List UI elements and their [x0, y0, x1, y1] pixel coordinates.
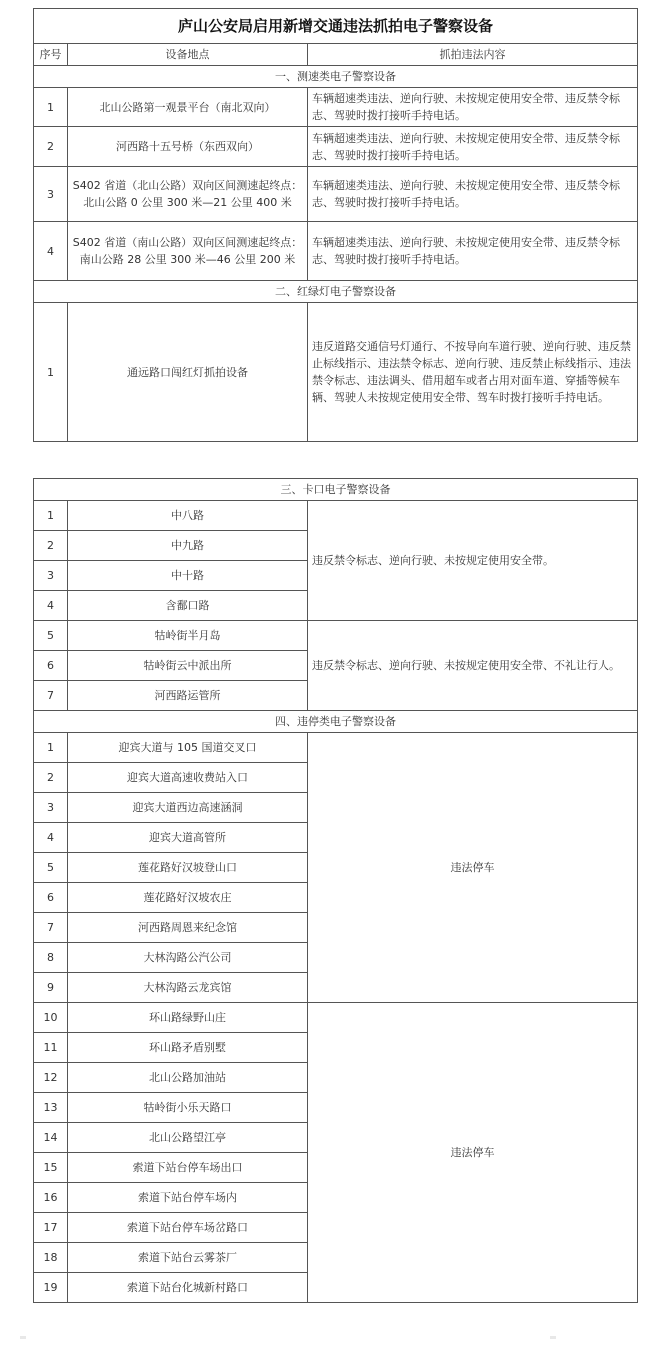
row-num: 18: [34, 1243, 68, 1273]
row-num: 14: [34, 1123, 68, 1153]
table-row: [34, 733, 638, 763]
row-location: 索道下站台停车场出口: [68, 1153, 308, 1183]
table-row: [34, 222, 638, 281]
row-location: 北山公路加油站: [68, 1063, 308, 1093]
row-num: 2: [34, 763, 68, 793]
row-location: 河西路运管所: [68, 681, 308, 711]
lower-table: [33, 478, 638, 1303]
checkpoint-content-b: 违反禁令标志、逆向行驶、未按规定使用安全带、不礼让行人。: [308, 621, 638, 711]
row-location: 河西路周恩来纪念馆: [68, 913, 308, 943]
table-row: [34, 127, 638, 167]
row-num: 13: [34, 1093, 68, 1123]
row-location: 河西路十五号桥（东西双向）: [68, 127, 308, 167]
row-location: 牯岭街小乐天路口: [68, 1093, 308, 1123]
row-num: 17: [34, 1213, 68, 1243]
row-num: 2: [34, 127, 68, 167]
row-num: 3: [34, 561, 68, 591]
row-num: 1: [34, 501, 68, 531]
section-title-light: 二、红绿灯电子警察设备: [34, 281, 638, 303]
row-num: 4: [34, 222, 68, 281]
row-num: 15: [34, 1153, 68, 1183]
row-num: 4: [34, 591, 68, 621]
section-title-speed: 一、测速类电子警察设备: [34, 66, 638, 88]
section-title-checkpoint: 三、卡口电子警察设备: [34, 479, 638, 501]
row-location: 北山公路第一观景平台（南北双向）: [68, 88, 308, 127]
row-location: 迎宾大道高管所: [68, 823, 308, 853]
row-location: 索道下站台停车场岔路口: [68, 1213, 308, 1243]
row-content: 车辆超速类违法、逆向行驶、未按规定使用安全带、违反禁令标志、驾驶时拨打接听手持电话。: [308, 222, 638, 281]
row-num: 10: [34, 1003, 68, 1033]
row-num: 12: [34, 1063, 68, 1093]
row-content: 车辆超速类违法、逆向行驶、未按规定使用安全带、违反禁令标志、驾驶时拨打接听手持电话。: [308, 88, 638, 127]
row-location: 迎宾大道高速收费站入口: [68, 763, 308, 793]
page-title: 庐山公安局启用新增交通违法抓拍电子警察设备: [34, 9, 638, 44]
row-location: 大林沟路公汽公司: [68, 943, 308, 973]
row-location: 中八路: [68, 501, 308, 531]
table-row: [34, 621, 638, 651]
row-location: 牯岭街云中派出所: [68, 651, 308, 681]
parking-content-b: 违法停车: [308, 1003, 638, 1303]
row-num: 7: [34, 913, 68, 943]
table-row: [34, 167, 638, 222]
row-location: 莲花路好汉坡登山口: [68, 853, 308, 883]
row-location: 索道下站台云雾茶厂: [68, 1243, 308, 1273]
parking-content-a: 违法停车: [308, 733, 638, 1003]
row-num: 19: [34, 1273, 68, 1303]
row-location: 环山路绿野山庄: [68, 1003, 308, 1033]
row-location: 迎宾大道与 105 国道交叉口: [68, 733, 308, 763]
row-num: 7: [34, 681, 68, 711]
row-num: 16: [34, 1183, 68, 1213]
scan-mark: [20, 1336, 26, 1339]
checkpoint-content-a: 违反禁令标志、逆向行驶、未按规定使用安全带。: [308, 501, 638, 621]
row-num: 6: [34, 651, 68, 681]
row-location: 中九路: [68, 531, 308, 561]
row-num: 4: [34, 823, 68, 853]
row-location: 牯岭街半月岛: [68, 621, 308, 651]
row-content: 违反道路交通信号灯通行、不按导向车道行驶、逆向行驶、违反禁止标线指示、违法禁令标志、逆向行驶、违反禁止标线指示、违法禁令标志、违法调头、借用超车或者占用对面车道、穿插等候车辆、驾驶人未按规定使用安全带、驾车时拨打接听手持电话。: [308, 303, 638, 442]
row-num: 3: [34, 793, 68, 823]
row-num: 3: [34, 167, 68, 222]
row-num: 1: [34, 303, 68, 442]
row-location: 索道下站台化城新村路口: [68, 1273, 308, 1303]
row-content: 车辆超速类违法、逆向行驶、未按规定使用安全带、违反禁令标志、驾驶时拨打接听手持电话。: [308, 127, 638, 167]
table-row: [34, 88, 638, 127]
row-location: 索道下站台停车场内: [68, 1183, 308, 1213]
row-num: 1: [34, 733, 68, 763]
table-row: [34, 501, 638, 531]
row-location: S402 省道（北山公路）双向区间测速起终点：北山公路 0 公里 300 米—21 公里 400 米: [68, 167, 308, 222]
table-row: [34, 1003, 638, 1033]
row-num: 8: [34, 943, 68, 973]
row-num: 11: [34, 1033, 68, 1063]
header-content: 抓拍违法内容: [308, 44, 638, 66]
row-num: 6: [34, 883, 68, 913]
row-location: 中十路: [68, 561, 308, 591]
row-location: 含鄱口路: [68, 591, 308, 621]
row-location: 环山路矛盾别墅: [68, 1033, 308, 1063]
row-num: 5: [34, 853, 68, 883]
row-num: 2: [34, 531, 68, 561]
row-content: 车辆超速类违法、逆向行驶、未按规定使用安全带、违反禁令标志、驾驶时拨打接听手持电话。: [308, 167, 638, 222]
upper-table: [33, 8, 638, 442]
row-location: 迎宾大道西边高速涵洞: [68, 793, 308, 823]
scan-mark: [550, 1336, 556, 1339]
row-location: S402 省道（南山公路）双向区间测速起终点：南山公路 28 公里 300 米—46 公里 200 米: [68, 222, 308, 281]
section-title-parking: 四、违停类电子警察设备: [34, 711, 638, 733]
row-location: 通远路口闯红灯抓拍设备: [68, 303, 308, 442]
row-location: 莲花路好汉坡农庄: [68, 883, 308, 913]
header-num: 序号: [34, 44, 68, 66]
header-location: 设备地点: [68, 44, 308, 66]
table-row: [34, 303, 638, 442]
row-num: 5: [34, 621, 68, 651]
row-num: 1: [34, 88, 68, 127]
row-location: 北山公路望江亭: [68, 1123, 308, 1153]
row-num: 9: [34, 973, 68, 1003]
row-location: 大林沟路云龙宾馆: [68, 973, 308, 1003]
